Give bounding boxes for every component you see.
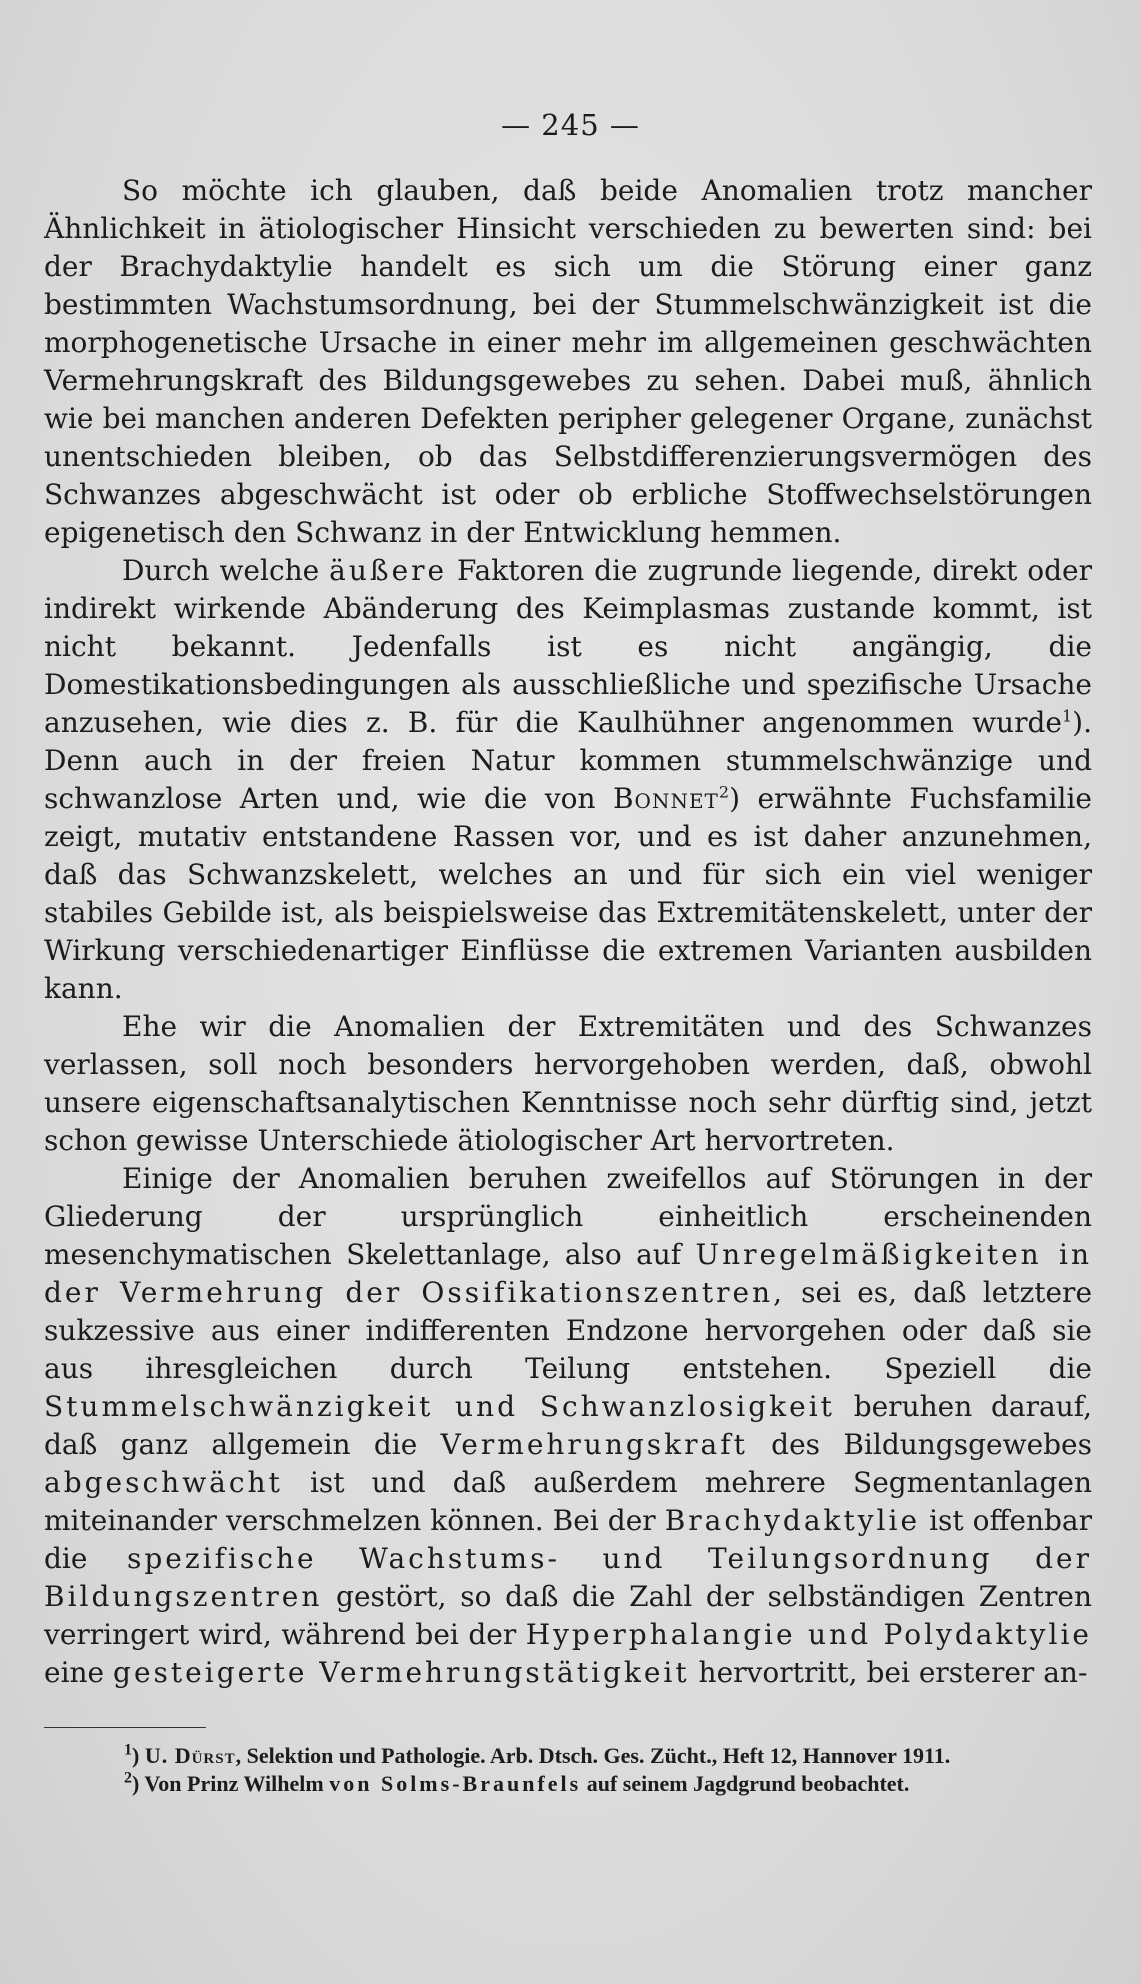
author-bonnet: Bonnet bbox=[612, 782, 719, 815]
footnote-2-part-c: auf seinem Jagdgrund beobachtet. bbox=[586, 1771, 910, 1796]
footnote-2 bbox=[44, 1770, 1092, 1798]
footnotes bbox=[44, 1742, 1092, 1798]
paragraph-2-part-c: Faktoren die zugrunde liegende, direkt oder indirekt wirkende Abänderung des Keimplasmas zustande kommt, ist nicht bekannt. Jedenfalls ist es nicht angängig, die Domestikationsbedingungen als ausschließliche und spezifische Ursache anzusehen, wie dies z. B. für die Kaulhühner angenommen wurde bbox=[44, 554, 1092, 739]
footnote-divider bbox=[44, 1727, 206, 1728]
footnote-1-marker: 1 bbox=[124, 1741, 132, 1759]
emphasis-vermehrungskraft: Vermehrungskraft bbox=[440, 1428, 748, 1461]
paragraph-2-part-d: ). Denn auch in der freien Natur kommen stummelschwänzige und schwanzlose Arten und, wie die von bbox=[44, 706, 1092, 815]
emphasis-unregelmaessigkeiten: Unregelmäßigkeiten in der Vermehrung der Ossifikationszentren, bbox=[44, 1238, 1092, 1309]
footnote-1-text: , Selektion und Pathologie. Arb. Dtsch. Ges. Zücht., Heft 12, Hannover 1911. bbox=[235, 1743, 951, 1768]
paragraph-4-part-g: des Bildungsgewebes bbox=[771, 1428, 1092, 1461]
emphasis-gesteigerte: gesteigerte Vermehrungstätigkeit bbox=[113, 1656, 690, 1689]
paragraph-2-part-e: ) erwähnte Fuchsfamilie zeigt, mutativ entstandene Rassen vor, und es ist daher anzunehmen, daß das Schwanzskelett, welches an und für sich ein viel weniger stabiles Gebilde ist, als beispielsweise das Extremitätenskelett, unter der Wirkung verschiedenartiger Einflüsse die extremen Varianten ausbilden kann. bbox=[44, 782, 1092, 1005]
paragraph-4-part-q: hervortritt, bei ersterer an- bbox=[698, 1656, 1088, 1689]
emphasis-stummelschwaenzigkeit: Stummelschwänzigkeit und Schwanzlosigkeit bbox=[44, 1390, 835, 1423]
emphasis-brachydaktylie: Brachydaktylie bbox=[664, 1504, 921, 1537]
emphasis-hyperphalangie: Hyperphalangie und Polydaktylie bbox=[525, 1618, 1092, 1651]
paragraph-3: Ehe wir die Anomalien der Extremitäten und des Schwanzes verlassen, soll noch besonders hervorgehoben werden, daß, obwohl unsere eigenschaftsanalytischen Kenntnisse noch sehr dürftig sind, jetzt schon gewisse Unterschiede ätiologischer Art hervortreten. bbox=[44, 1010, 1092, 1157]
paragraph-4-part-e: beruhen darauf, daß ganz allgemein die bbox=[44, 1390, 1092, 1461]
emphasis-wachstumsordnung: spezifische Wachstums- und Teilungsordnung der Bildungszentren bbox=[44, 1542, 1092, 1613]
paragraph-4-part-o: eine bbox=[44, 1656, 105, 1689]
page-number: — 245 — bbox=[501, 108, 640, 142]
paragraph-4-part-k: ist offenbar die bbox=[44, 1504, 1093, 1575]
footnote-2-marker: 2 bbox=[124, 1769, 132, 1787]
emphasis-abgeschwaecht: abgeschwächt bbox=[44, 1466, 283, 1499]
emphasis-aeussere: äußere bbox=[329, 554, 448, 587]
paragraph-2 bbox=[44, 552, 1092, 1008]
footnote-ref-1: 1 bbox=[1061, 706, 1073, 726]
footnote-2-part-a: ) Von Prinz Wilhelm bbox=[132, 1771, 324, 1796]
paragraph-4-part-a: Einige der Anomalien beruhen zweifellos auf Störungen in der Gliederung der ursprünglich einheitlich erscheinenden mesenchymatischen Skelettanlage, also auf bbox=[44, 1162, 1092, 1271]
body-text bbox=[44, 172, 1092, 1692]
paragraph-4-part-m: gestört, so daß die Zahl der selbständigen Zentren verringert wird, während bei der bbox=[44, 1580, 1092, 1651]
footnote-1-author: U. Dürst bbox=[144, 1743, 236, 1768]
paragraph-2-part-a: Durch welche bbox=[122, 554, 320, 587]
paragraph-1: So möchte ich glauben, daß beide Anomalien trotz mancher Ähnlichkeit in ätiologischer Hinsicht verschieden zu bewerten sind: bei der Brachydaktylie handelt es sich um die Störung einer ganz bestimmten Wachstumsordnung, bei der Stummelschwänzigkeit ist die morphogenetische Ursache in einer mehr im allgemeinen geschwächten Vermehrungskraft des Bildungsgewebes zu sehen. Dabei muß, ähnlich wie bei manchen anderen Defekten peripher gelegener Organe, zunächst unentschieden bleiben, ob das Selbstdifferenzierungsvermögen des Schwanzes abgeschwächt ist oder ob erbliche Stoffwechselstörungen epigenetisch den Schwanz in der Entwicklung hemmen. bbox=[44, 174, 1092, 549]
paragraph-4-part-c: sei es, daß letztere sukzessive aus einer indifferenten Endzone hervorgehen oder daß sie aus ihresgleichen durch Teilung entstehen. Speziell die bbox=[44, 1276, 1093, 1385]
footnote-2-name: von Solms-Braunfels bbox=[329, 1771, 582, 1796]
footnote-ref-2: 2 bbox=[718, 782, 730, 802]
paragraph-4 bbox=[44, 1160, 1092, 1692]
footnote-1: $^1$) U. Dürst, Selektion und Pathologie. Arb. Dtsch. Ges. Zücht., Heft 12, Hannover 1911. bbox=[124, 1741, 951, 1768]
paragraph-4-part-i: ist und daß außerdem mehrere Segmentanlagen miteinander verschmelzen können. Bei der bbox=[44, 1466, 1092, 1537]
